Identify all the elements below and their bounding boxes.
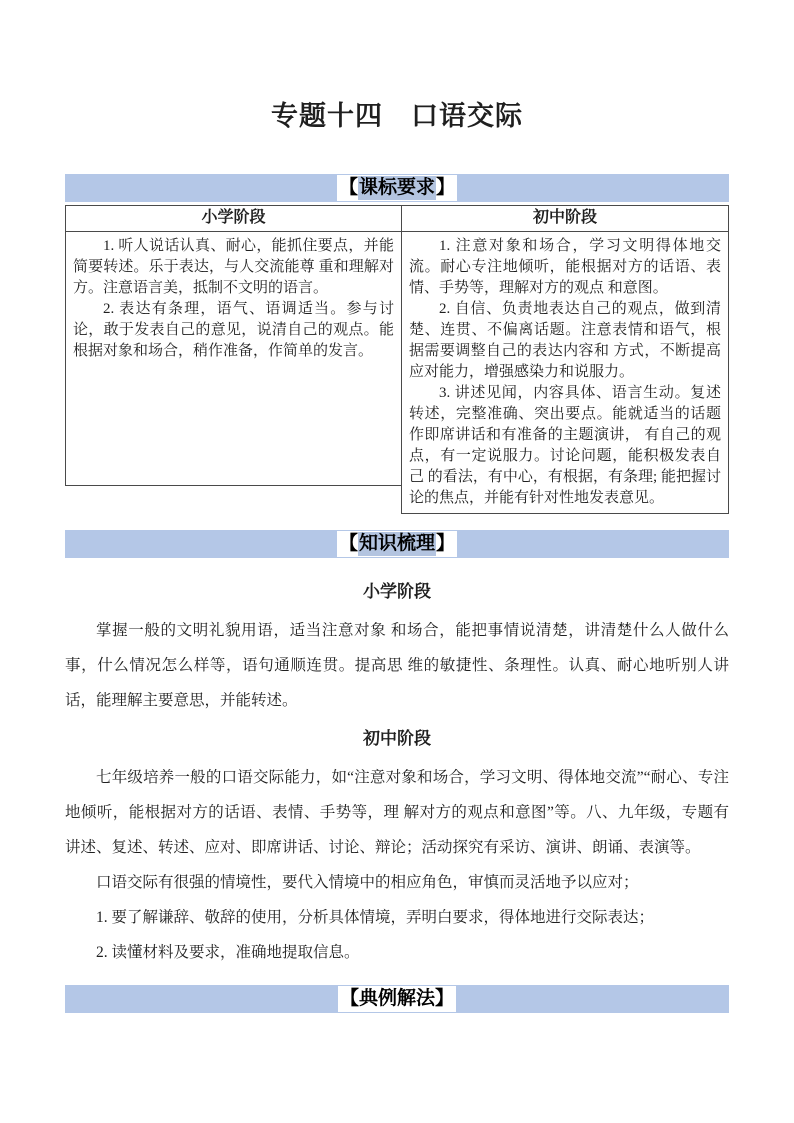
bracket-open: 【 bbox=[339, 988, 359, 1009]
table-column-middle-school bbox=[401, 205, 729, 514]
table-column-primary-school bbox=[65, 205, 401, 486]
curriculum-table bbox=[65, 205, 729, 514]
column-header-middle: 初中阶段 bbox=[402, 206, 728, 232]
table-paragraph: 1. 听人说话认真、耐心，能抓住要点，并能简要转述。乐于表达，与人交流能尊 重和理解对方。注意语言美，抵制不文明的语言。 bbox=[73, 238, 394, 296]
banner-curriculum-requirements bbox=[65, 174, 729, 202]
banner-curriculum-box bbox=[337, 175, 457, 201]
table-paragraph: 2. 自信、负责地表达自己的观点，做到清楚、连贯、不偏离话题。注意表情和语气，根据需要调整自己的表达内容和 方式，不断提高应对能力，增强感染力和说服力。 bbox=[409, 301, 721, 380]
banner-examples-label: 典例解法 bbox=[358, 988, 435, 1009]
banner-knowledge-box bbox=[337, 531, 457, 557]
knowledge-paragraph: 口语交际有很强的情境性，要代入情境中的相应角色，审慎而灵活地予以应对； bbox=[96, 874, 639, 891]
banner-knowledge-outline bbox=[65, 530, 729, 558]
bracket-close: 】 bbox=[435, 988, 455, 1009]
knowledge-paragraph: 掌握一般的文明礼貌用语，适当注意对象 和场合，能把事情说清楚，讲清楚什么人做什么 事，什么情况怎么样等，语句通顺连贯。提高思 维的敏捷性、条理性。认真、耐心地听别人讲话，能理解主要意思，并能转述。 bbox=[65, 622, 729, 709]
document-content bbox=[65, 100, 745, 1013]
page-title: 专题十四 口语交际 bbox=[271, 101, 523, 131]
bracket-close: 】 bbox=[436, 533, 456, 554]
section-heading-middle-school: 初中阶段 bbox=[363, 729, 431, 748]
banner-knowledge-label: 知识梳理 bbox=[358, 533, 435, 554]
knowledge-list-item: 1. 要了解谦辞、敬辞的使用，分析具体情境，弄明白要求，得体地进行交际表达； bbox=[96, 909, 655, 926]
section-heading-primary-school: 小学阶段 bbox=[363, 582, 431, 601]
knowledge-list-item: 2. 读懂材料及要求，准确地提取信息。 bbox=[96, 944, 360, 961]
banner-example-methods bbox=[65, 985, 729, 1013]
banner-examples-box bbox=[338, 986, 456, 1012]
table-paragraph: 2. 表达有条理，语气、语调适当。参与讨论，敢于发表自己的意见，说清自己的观点。能根据对象和场合，稍作准备，作简单的发言。 bbox=[73, 301, 394, 359]
banner-curriculum-label: 课标要求 bbox=[358, 177, 435, 198]
bracket-close: 】 bbox=[436, 177, 456, 198]
bracket-open: 【 bbox=[338, 177, 358, 198]
column-body-primary bbox=[66, 232, 401, 366]
column-header-primary: 小学阶段 bbox=[66, 206, 401, 232]
table-paragraph: 3. 讲述见闻，内容具体、语言生动。复述转述，完整准确、突出要点。能就适当的话题作即席讲话和有准备的主题演讲， 有自己的观点，有一定说服力。讨论问题，能积极发表自己 的看法，有中心，有根据，有条理; 能把握讨论的焦点，并能有针对性地发表意见。 bbox=[409, 385, 721, 506]
table-paragraph: 1. 注意对象和场合，学习文明得体地交流。耐心专注地倾听，能根据对方的话语、表情、手势等，理解对方的观点 和意图。 bbox=[409, 238, 721, 296]
bracket-open: 【 bbox=[338, 533, 358, 554]
column-body-middle bbox=[402, 232, 728, 513]
knowledge-paragraph: 七年级培养一般的口语交际能力，如“注意对象和场合，学习文明、得体地交流”“耐心、专注地倾听，能根据对方的话语、表情、手势等，理 解对方的观点和意图”等。八、九年级，专题有 讲述、复述、转述、应对、即席讲话、讨论、辩论；活动探究有采访、演讲、朗诵、表演等。 bbox=[65, 769, 745, 856]
